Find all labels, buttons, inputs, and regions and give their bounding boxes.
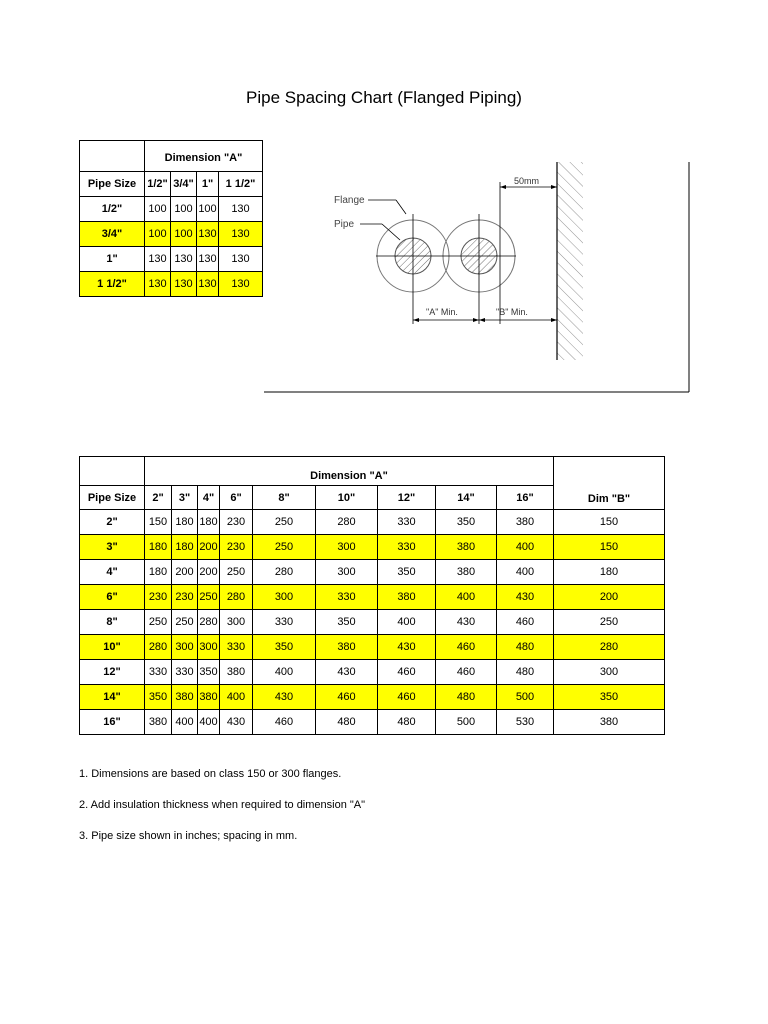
table-cell: 130 [219, 222, 263, 247]
table-cell: 130 [197, 272, 219, 297]
table-row [80, 685, 665, 710]
table-row [80, 660, 665, 685]
table-cell: 250 [220, 560, 253, 585]
table-cell: 380 [436, 560, 497, 585]
table-cell: 100 [145, 222, 171, 247]
page-title: Pipe Spacing Chart (Flanged Piping) [246, 88, 522, 107]
column-header: 12" [378, 486, 436, 510]
b-min-label: "B" Min. [496, 307, 528, 317]
table-row [80, 610, 665, 635]
row-pipe-size: 3" [80, 535, 145, 560]
table-cell: 300 [220, 610, 253, 635]
table-cell: 150 [145, 510, 172, 535]
table-cell: 230 [220, 510, 253, 535]
table-cell: 350 [253, 635, 316, 660]
table-cell: 380 [436, 535, 497, 560]
table-cell: 180 [145, 560, 172, 585]
table-corner-blank [80, 457, 145, 486]
note-1: 1. Dimensions are based on class 150 or 300 flanges. [79, 768, 342, 780]
table-cell: 400 [436, 585, 497, 610]
table-cell: 380 [378, 585, 436, 610]
table-cell: 400 [198, 710, 220, 735]
table-cell: 400 [378, 610, 436, 635]
table-cell: 380 [198, 685, 220, 710]
table-cell: 380 [497, 510, 554, 535]
table-cell: 330 [378, 535, 436, 560]
table-cell: 350 [145, 685, 172, 710]
table-cell: 130 [197, 247, 219, 272]
column-header: 2" [145, 486, 172, 510]
table-row [80, 535, 665, 560]
table-cell: 300 [172, 635, 198, 660]
table-cell: 100 [171, 197, 197, 222]
table-cell: 400 [253, 660, 316, 685]
table-cell: 500 [436, 710, 497, 735]
dim-b-header: Dim "B" [554, 457, 665, 510]
table-cell: 400 [172, 710, 198, 735]
column-header: 14" [436, 486, 497, 510]
a-min-label: "A" Min. [426, 307, 458, 317]
dim-b-cell: 280 [554, 635, 665, 660]
large-pipe-spacing-table [79, 456, 665, 735]
table-cell: 130 [171, 247, 197, 272]
table-cell: 130 [219, 247, 263, 272]
column-header: 3" [172, 486, 198, 510]
table-cell: 130 [219, 197, 263, 222]
table-cell: 350 [198, 660, 220, 685]
table-cell: 330 [145, 660, 172, 685]
table-cell: 130 [171, 272, 197, 297]
column-header: 1" [197, 172, 219, 197]
table-cell: 100 [171, 222, 197, 247]
column-header: 16" [497, 486, 554, 510]
table-cell: 300 [316, 535, 378, 560]
table-cell: 280 [198, 610, 220, 635]
table-cell: 460 [497, 610, 554, 635]
table-row [80, 222, 263, 247]
dim-b-cell: 150 [554, 535, 665, 560]
table-cell: 300 [198, 635, 220, 660]
table-cell: 280 [145, 635, 172, 660]
table-cell: 330 [220, 635, 253, 660]
table-cell: 230 [220, 535, 253, 560]
dim-b-cell: 180 [554, 560, 665, 585]
table-cell: 380 [220, 660, 253, 685]
table-cell: 130 [145, 272, 171, 297]
dim-b-cell: 300 [554, 660, 665, 685]
dim-b-cell: 200 [554, 585, 665, 610]
table-cell: 230 [172, 585, 198, 610]
table-row [80, 247, 263, 272]
table-cell: 350 [436, 510, 497, 535]
table-cell: 180 [172, 535, 198, 560]
table-cell: 100 [145, 197, 171, 222]
table-cell: 430 [378, 635, 436, 660]
table-cell: 250 [198, 585, 220, 610]
table-cell: 130 [145, 247, 171, 272]
table-cell: 530 [497, 710, 554, 735]
flange-label: Flange [334, 195, 365, 206]
table-cell: 480 [497, 660, 554, 685]
table-cell: 460 [253, 710, 316, 735]
table-cell: 380 [145, 710, 172, 735]
table-cell: 200 [198, 560, 220, 585]
dim-b-cell: 250 [554, 610, 665, 635]
row-pipe-size: 4" [80, 560, 145, 585]
table-row [80, 585, 665, 610]
row-pipe-size: 12" [80, 660, 145, 685]
pipe-size-header: Pipe Size [80, 172, 145, 197]
table-cell: 500 [497, 685, 554, 710]
table-cell: 350 [316, 610, 378, 635]
table-cell: 460 [316, 685, 378, 710]
column-header: 4" [198, 486, 220, 510]
table-cell: 130 [219, 272, 263, 297]
table-cell: 350 [378, 560, 436, 585]
row-pipe-size: 1/2" [80, 197, 145, 222]
pipe-label: Pipe [334, 219, 355, 230]
table-cell: 400 [497, 535, 554, 560]
table-cell: 280 [253, 560, 316, 585]
table-cell: 280 [316, 510, 378, 535]
row-pipe-size: 14" [80, 685, 145, 710]
column-header: 10" [316, 486, 378, 510]
dim-b-cell: 350 [554, 685, 665, 710]
table-cell: 400 [497, 560, 554, 585]
row-pipe-size: 6" [80, 585, 145, 610]
table-cell: 100 [197, 197, 219, 222]
table-cell: 460 [378, 660, 436, 685]
row-pipe-size: 16" [80, 710, 145, 735]
table-cell: 380 [316, 635, 378, 660]
table-row [80, 560, 665, 585]
table-cell: 430 [253, 685, 316, 710]
dimension-a-header: Dimension "A" [145, 457, 554, 486]
column-header: 8" [253, 486, 316, 510]
table-cell: 330 [172, 660, 198, 685]
table-cell: 460 [436, 660, 497, 685]
table-row [80, 272, 263, 297]
table-cell: 200 [198, 535, 220, 560]
table-cell: 300 [253, 585, 316, 610]
table-cell: 330 [378, 510, 436, 535]
row-pipe-size: 8" [80, 610, 145, 635]
row-pipe-size: 10" [80, 635, 145, 660]
table-cell: 280 [220, 585, 253, 610]
table-cell: 180 [172, 510, 198, 535]
table-cell: 330 [316, 585, 378, 610]
table-cell: 400 [220, 685, 253, 710]
row-pipe-size: 1 1/2" [80, 272, 145, 297]
table-cell: 460 [378, 685, 436, 710]
row-pipe-size: 2" [80, 510, 145, 535]
table-row [80, 510, 665, 535]
table-cell: 480 [378, 710, 436, 735]
table-cell: 480 [497, 635, 554, 660]
column-header: 6" [220, 486, 253, 510]
table-row [80, 710, 665, 735]
dim-b-cell: 380 [554, 710, 665, 735]
table-corner-blank [80, 141, 145, 172]
column-header: 3/4" [171, 172, 197, 197]
small-pipe-spacing-table [79, 140, 263, 297]
table-cell: 250 [253, 535, 316, 560]
table-cell: 180 [198, 510, 220, 535]
table-cell: 330 [253, 610, 316, 635]
table-cell: 430 [497, 585, 554, 610]
table-cell: 230 [145, 585, 172, 610]
note-3: 3. Pipe size shown in inches; spacing in mm. [79, 830, 298, 842]
table-cell: 180 [145, 535, 172, 560]
table-cell: 480 [316, 710, 378, 735]
table-row [80, 635, 665, 660]
table-cell: 130 [197, 222, 219, 247]
table-cell: 250 [253, 510, 316, 535]
row-pipe-size: 1" [80, 247, 145, 272]
table-cell: 430 [220, 710, 253, 735]
table-cell: 250 [145, 610, 172, 635]
table-cell: 460 [436, 635, 497, 660]
table-cell: 380 [172, 685, 198, 710]
wall-dim-label: 50mm [514, 176, 540, 186]
column-header: 1 1/2" [219, 172, 263, 197]
wall-hatch [557, 162, 583, 360]
row-pipe-size: 3/4" [80, 222, 145, 247]
note-2: 2. Add insulation thickness when required to dimension "A" [79, 799, 366, 811]
dimension-a-header: Dimension "A" [145, 141, 263, 172]
dim-b-cell: 150 [554, 510, 665, 535]
pipe-spacing-diagram [264, 162, 690, 394]
table-cell: 430 [316, 660, 378, 685]
table-row [80, 197, 263, 222]
table-cell: 200 [172, 560, 198, 585]
table-cell: 430 [436, 610, 497, 635]
table-cell: 300 [316, 560, 378, 585]
flanged-pipe-sketch [264, 162, 690, 394]
pipe-size-header: Pipe Size [80, 486, 145, 510]
table-cell: 250 [172, 610, 198, 635]
column-header: 1/2" [145, 172, 171, 197]
table-cell: 480 [436, 685, 497, 710]
